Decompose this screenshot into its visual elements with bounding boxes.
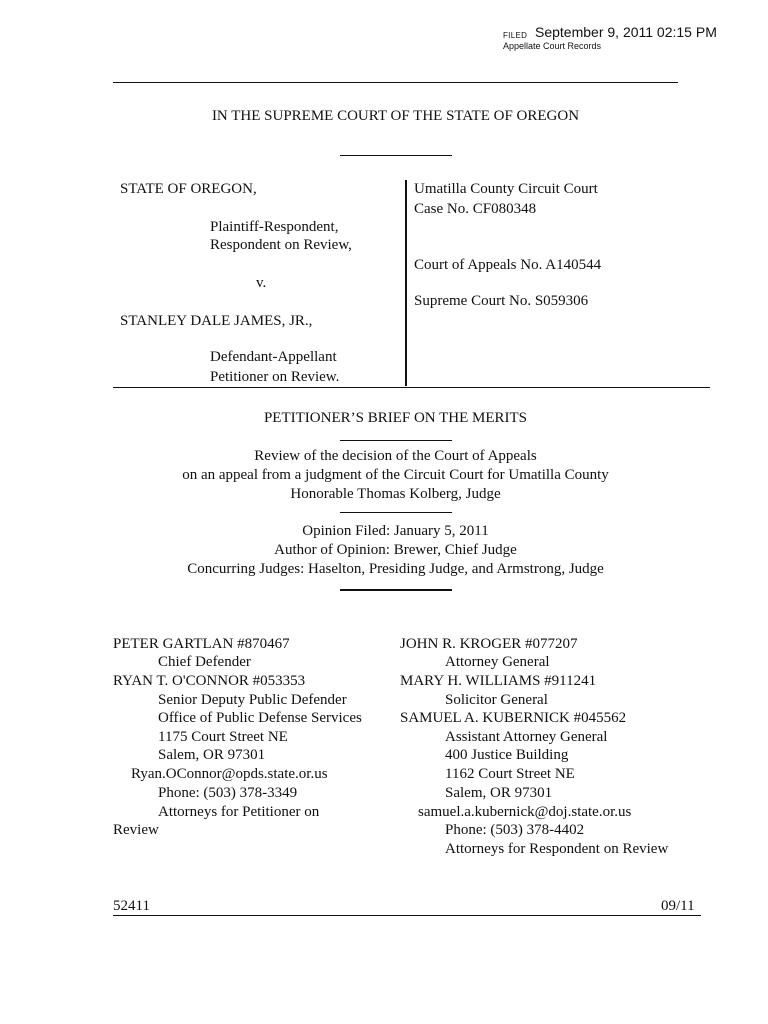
- brief-title: PETITIONER’S BRIEF ON THE MERITS: [263, 410, 528, 426]
- counsel-street: 1175 Court Street NE: [158, 729, 288, 745]
- counsel-street: 1162 Court Street NE: [445, 766, 575, 782]
- appeals-case-number: Court of Appeals No. A140544: [414, 257, 602, 273]
- plaintiff-name: STATE OF OREGON,: [120, 181, 257, 197]
- counsel-role: Attorneys for Petitioner on: [158, 804, 320, 820]
- counsel-building: 400 Justice Building: [445, 747, 569, 763]
- counsel-email: samuel.a.kubernick@doj.state.or.us: [418, 804, 632, 820]
- defendant-name: STANLEY DALE JAMES, JR.,: [120, 313, 313, 329]
- counsel-phone: Phone: (503) 378-4402: [445, 822, 585, 838]
- trial-court: Umatilla County Circuit Court: [414, 181, 598, 197]
- counsel-title: Assistant Attorney General: [445, 729, 608, 745]
- opinion-filed: Opinion Filed: January 5, 2011: [302, 523, 489, 539]
- counsel-phone: Phone: (503) 378-3349: [158, 785, 298, 801]
- caption-rule: [113, 387, 710, 388]
- plaintiff-role-2: Respondent on Review,: [210, 237, 352, 253]
- counsel-name: JOHN R. KROGER #077207: [400, 636, 578, 652]
- defendant-role-2: Petitioner on Review.: [210, 369, 340, 385]
- concurring-judges: Concurring Judges: Haselton, Presiding Judge, and Armstrong, Judge: [187, 561, 604, 577]
- counsel-name: SAMUEL A. KUBERNICK #045562: [400, 710, 627, 726]
- counsel-email: Ryan.OConnor@opds.state.or.us: [131, 766, 328, 782]
- counsel-office: Office of Public Defense Services: [158, 710, 362, 726]
- counsel-title: Attorney General: [445, 654, 550, 670]
- defendant-role-1: Defendant-Appellant: [210, 349, 337, 365]
- court-title: IN THE SUPREME COURT OF THE STATE OF OREGON: [211, 108, 580, 124]
- title-rule: [340, 155, 452, 156]
- trial-case-number: Case No. CF080348: [414, 201, 537, 217]
- filed-datetime: September 9, 2011 02:15 PM: [535, 24, 717, 40]
- counsel-role-cont: Review: [113, 822, 159, 838]
- footer-code: 52411: [113, 898, 150, 914]
- counsel-name: RYAN T. O'CONNOR #053353: [113, 673, 306, 689]
- top-rule: [113, 82, 678, 83]
- counsel-city: Salem, OR 97301: [445, 785, 553, 801]
- counsel-title: Solicitor General: [445, 692, 548, 708]
- review-rule: [340, 512, 452, 513]
- filed-label: FILED: [503, 31, 528, 40]
- counsel-city: Salem, OR 97301: [158, 747, 266, 763]
- counsel-name: MARY H. WILLIAMS #911241: [400, 673, 597, 689]
- filed-office: Appellate Court Records: [503, 41, 602, 51]
- plaintiff-role-1: Plaintiff-Respondent,: [210, 219, 339, 235]
- counsel-title: Senior Deputy Public Defender: [158, 692, 347, 708]
- caption-divider: [405, 180, 407, 386]
- footer-date-code: 09/11: [661, 898, 695, 914]
- supreme-case-number: Supreme Court No. S059306: [414, 293, 589, 309]
- review-line-1: Review of the decision of the Court of Appeals: [254, 448, 537, 464]
- review-line-3: Honorable Thomas Kolberg, Judge: [290, 486, 501, 502]
- opinion-rule: [340, 589, 452, 591]
- footer-rule: [113, 915, 701, 916]
- opinion-author: Author of Opinion: Brewer, Chief Judge: [274, 542, 517, 558]
- counsel-title: Chief Defender: [158, 654, 251, 670]
- review-line-2: on an appeal from a judgment of the Circuit Court for Umatilla County: [182, 467, 609, 483]
- brief-title-rule: [340, 440, 452, 441]
- counsel-role: Attorneys for Respondent on Review: [445, 841, 669, 857]
- counsel-name: PETER GARTLAN #870467: [113, 636, 290, 652]
- versus: v.: [256, 275, 267, 291]
